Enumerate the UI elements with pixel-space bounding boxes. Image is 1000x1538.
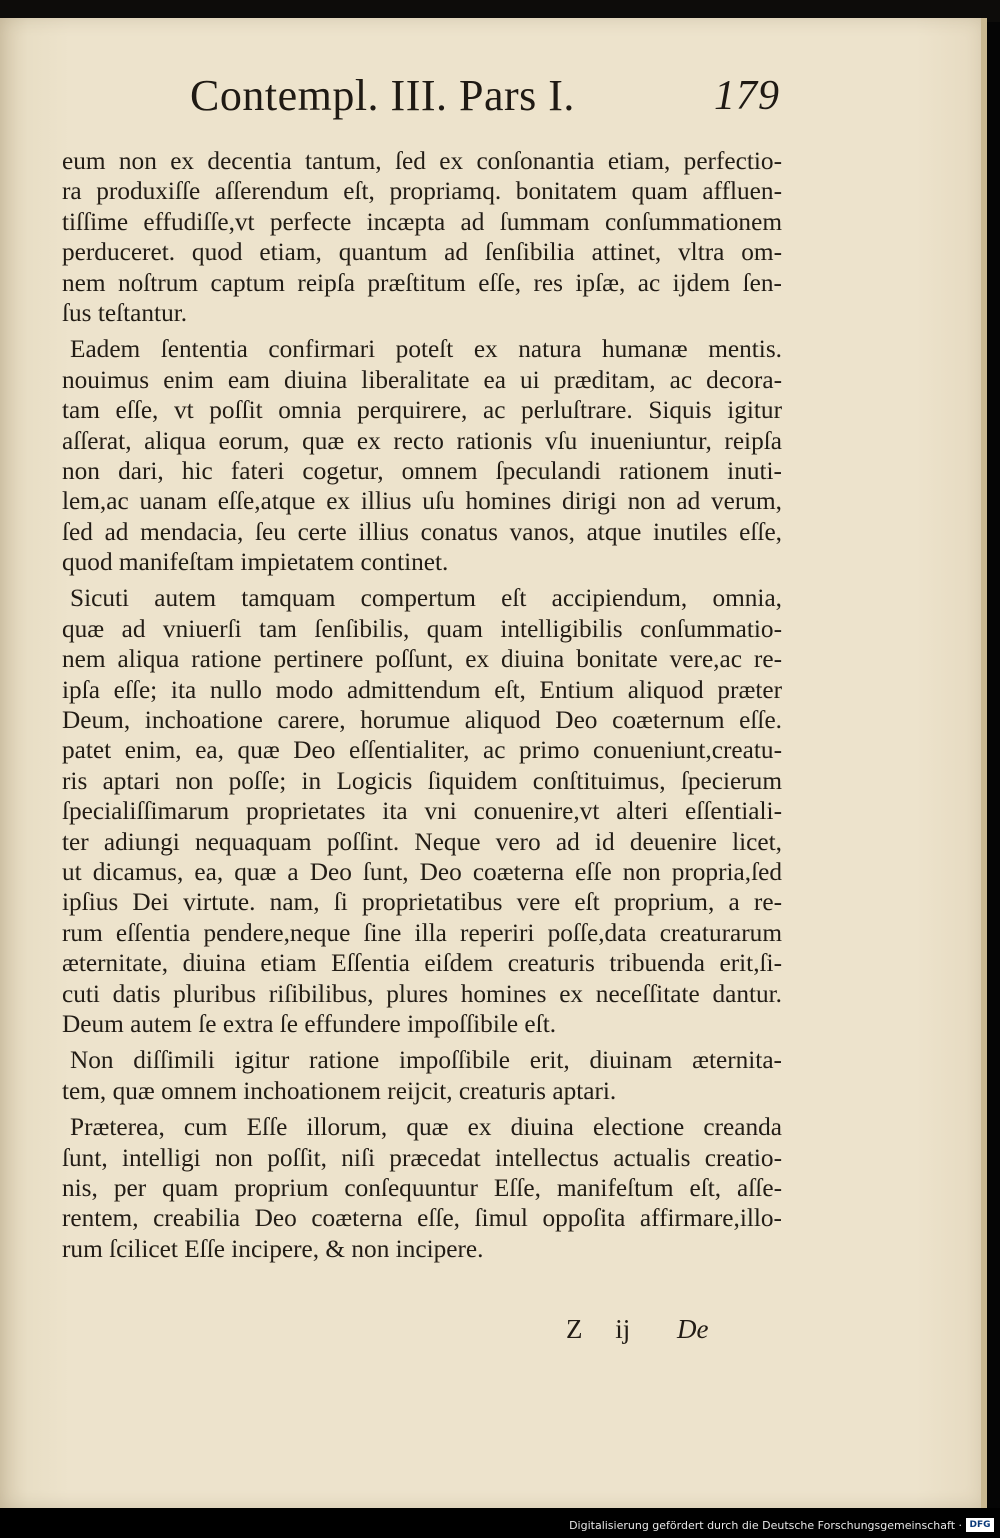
dfg-logo: DFG [966, 1518, 994, 1532]
text-line: ra produxiſſe aſſerendum eſt, propriamq. bonitatem quam affluen- [62, 177, 782, 206]
text-line: quæ ad vniuerſi tam ſenſibilis, quam intelligibilis conſummatio- [62, 614, 782, 643]
text-line: rum eſſentia pendere,neque ſine illa reperiri poſſe,data creaturarum [62, 918, 782, 947]
text-line: Deum, inchoatione carere, horumue aliquod Deo coæternum eſſe. [62, 706, 782, 735]
text-line: tam eſſe, vt poſſit omnia perquirere, ac perluſtrare. Siquis igitur [62, 396, 782, 425]
text-line: cuti datis pluribus riſibilibus, plures homines ex neceſſitate dantur. [62, 979, 782, 1008]
paragraph [62, 334, 782, 577]
text-line: ipſa eſſe; ita nullo modo admittendum eſt, Entium aliquod præter [62, 675, 782, 704]
catchword: De [677, 1314, 709, 1344]
text-line: nouimus enim eam diuina liberalitate ea ui præditam, ac decora- [62, 365, 782, 394]
body-text [62, 146, 782, 1264]
text-line: ipſius Dei virtute. nam, ſi proprietatibus vere eſt proprium, a re- [62, 888, 782, 917]
text-line: Sicuti autem tamquam compertum eſt accipiendum, omnia, [70, 584, 782, 613]
text-line: ris aptari non poſſe; in Logicis ſiquidem conſtituimus, ſpecierum [62, 766, 782, 795]
text-line: perduceret. quod etiam, quantum ad ſenſibilia attinet, vltra om- [62, 238, 782, 267]
text-line: quod manifeſtam impietatem continet. [62, 548, 449, 577]
paragraph [62, 146, 782, 328]
paragraph [62, 1045, 782, 1106]
text-line: rum ſcilicet Eſſe incipere, & non incipere. [62, 1234, 484, 1263]
text-line: aſſerat, aliqua eorum, quæ ex recto rationis vſu inueniuntur, reipſa [62, 426, 782, 455]
text-line: ſpecialiſſimarum proprietates ita vni conuenire,vt alteri eſſentiali- [62, 797, 782, 826]
signature-leaf: ij [615, 1314, 631, 1344]
text-line: ut dicamus, ea, quæ a Deo ſunt, Deo coæterna eſſe non propria,ſed [62, 857, 782, 886]
text-line: nis, per quam proprium conſequuntur Eſſe, manifeſtum eſt, aſſe- [62, 1173, 782, 1202]
text-line: rentem, creabilia Deo coæterna eſſe, ſimul oppoſita affirmare,illo- [62, 1204, 782, 1233]
text-line: lem,ac uanam eſſe,atque ex illius uſu homines dirigi non ad verum, [62, 487, 782, 516]
book-page [0, 18, 985, 1508]
text-line: non dari, hic fateri cogetur, omnem ſpeculandi rationem inuti- [62, 456, 782, 485]
text-line: Præterea, cum Eſſe illorum, quæ ex diuina electione creanda [70, 1113, 782, 1142]
paragraph [62, 1112, 782, 1264]
running-head-title: Contempl. III. Pars I. [190, 71, 575, 120]
paragraph [62, 583, 782, 1039]
text-line: tiſſime effudiſſe,vt perfecte incæpta ad ſummam conſummationem [62, 207, 782, 236]
signature-line [566, 1314, 709, 1345]
page-edge [981, 18, 987, 1508]
text-line: Deum autem ſe extra ſe effundere impoſſibile eſt. [62, 1009, 557, 1038]
text-line: nem aliqua ratione pertinere poſſunt, ex diuina bonitate vere,ac re- [62, 645, 782, 674]
text-line: Eadem ſententia confirmari poteſt ex natura humanæ mentis. [70, 335, 782, 364]
text-line: ſed ad mendacia, ſeu certe illius conatus vanos, atque inutiles eſſe, [62, 517, 782, 546]
signature-mark: Z [566, 1314, 583, 1344]
running-head [190, 70, 780, 140]
text-line: ſunt, intelligi non poſſit, niſi præcedat intellectus actualis creatio- [62, 1143, 782, 1172]
text-line: Non diſſimili igitur ratione impoſſibile erit, diuinam æternita- [70, 1046, 782, 1075]
footer-credit: Digitalisierung gefördert durch die Deutsche Forschungsgemeinschaft · [569, 1519, 962, 1532]
text-line: æternitate, diuina etiam Eſſentia eiſdem creaturis tribuenda erit,ſi- [62, 949, 782, 978]
text-line: ter adiungi nequaquam poſſint. Neque vero ad id deuenire licet, [62, 827, 782, 856]
page-number: 179 [714, 73, 780, 119]
text-line: patet enim, ea, quæ Deo eſſentialiter, ac primo conueniunt,creatu- [62, 736, 782, 765]
digitization-footer [0, 1508, 1000, 1538]
text-line: nem noſtrum captum reipſa præſtitum eſſe, res ipſæ, ac ijdem ſen- [62, 268, 782, 297]
text-line: ſus teſtantur. [62, 298, 188, 327]
text-line: tem, quæ omnem inchoationem reijcit, creaturis aptari. [62, 1076, 617, 1105]
text-line: eum non ex decentia tantum, ſed ex conſonantia etiam, perfectio- [62, 147, 782, 175]
